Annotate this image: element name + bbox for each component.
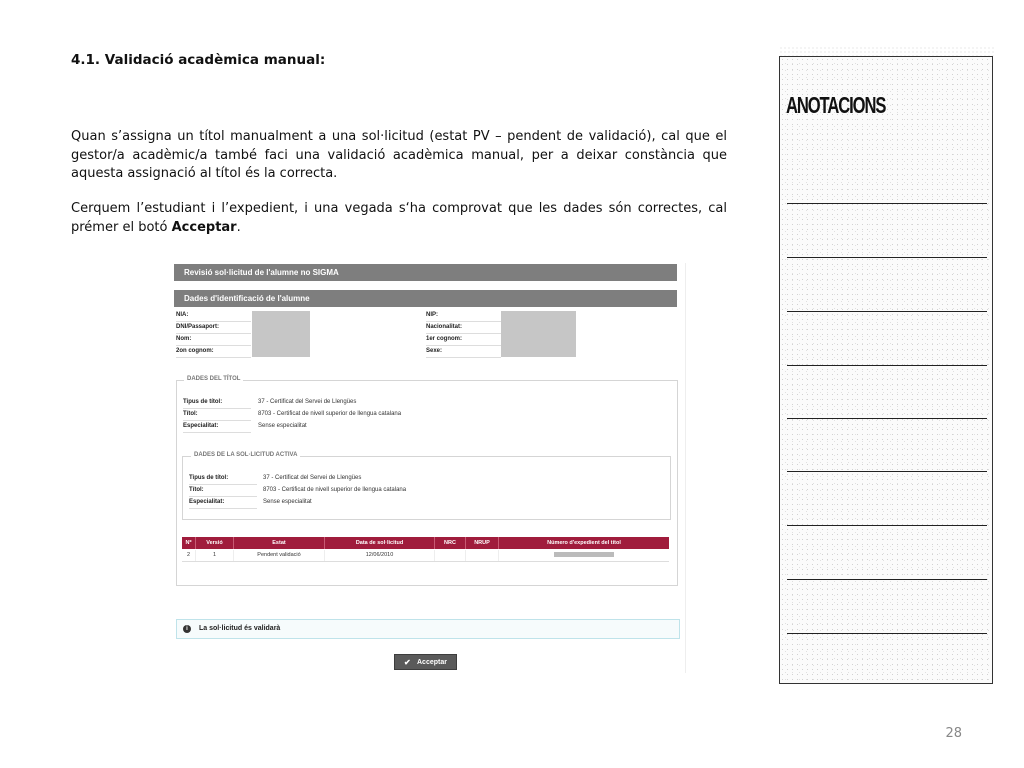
page-number: 28 (945, 726, 962, 741)
activa-titol-label: Títol: (189, 485, 257, 497)
col-version: Versió (196, 537, 234, 549)
activa-specialty-label: Especialitat: (189, 497, 257, 509)
identification-section-bar: Dades d'identificació de l'alumne (174, 290, 677, 307)
redacted-left-box (252, 311, 310, 357)
validation-info-bar (176, 619, 680, 639)
cell-nrc (435, 550, 466, 561)
titol-value: 8703 - Certificat de nivell superior de llengua catalana (258, 411, 402, 417)
specialty-value: Sense especialitat (258, 423, 307, 429)
cell-date: 12/06/2010 (325, 550, 435, 561)
annotation-line (787, 418, 987, 419)
annotations-panel (779, 56, 993, 684)
cell-status: Pendent validació (234, 550, 325, 561)
versions-table-header (182, 537, 669, 549)
nip-label: NIP: (426, 310, 501, 322)
cell-nrup (466, 550, 499, 561)
dni-label: DNI/Passaport: (176, 322, 251, 334)
annotation-line (787, 525, 987, 526)
intro-paragraph: Quan s’assigna un títol manualment a una sol·licitud (estat PV – pendent de validació), cal que el gestor/a acadèmic/a també faci una validació acadèmica manual, per a deixar constància que aquesta assignació al títol és la correcta. (71, 129, 727, 181)
annotation-line (787, 203, 987, 204)
accept-keyword: Acceptar (171, 219, 237, 235)
info-message: La sol·licitud és validarà (199, 625, 281, 632)
annotation-line (787, 633, 987, 634)
activa-type-value: 37 - Certificat del Servei de Llengües (263, 475, 362, 481)
activa-type-label: Tipus de títol: (189, 473, 257, 485)
activa-legend: DADES DE LA SOL·LICITUD ACTIVA (191, 452, 300, 458)
activa-titol-value: 8703 - Certificat de nivell superior de llengua catalana (263, 487, 407, 493)
specialty-label: Especialitat: (183, 421, 251, 433)
nom-label: Nom: (176, 334, 251, 346)
titol-type-label: Tipus de títol: (183, 397, 251, 409)
review-title-bar: Revisió sol·licitud de l'alumne no SIGMA (174, 264, 677, 281)
nationality-label: Nacionalitat: (426, 322, 501, 334)
cell-expedient (499, 550, 669, 561)
table-row[interactable] (182, 550, 669, 562)
annotations-frame-top (779, 46, 995, 56)
redacted-right-box (501, 311, 576, 357)
annotations-title: ANOTACIONS (786, 92, 886, 118)
section-heading: 4.1. Validació acadèmica manual: (71, 52, 326, 68)
sex-label: Sexe: (426, 346, 501, 358)
col-num: Nº (182, 537, 196, 549)
titol-label: Títol: (183, 409, 251, 421)
instruction-text: Cerquem l’estudiant i l’expedient, i una vegada s‘ha comprovat que les dades són correctes, cal prémer el botó (71, 201, 727, 235)
annotation-line (787, 311, 987, 312)
accept-button[interactable] (394, 654, 457, 670)
annotation-line (787, 365, 987, 366)
instruction-end: . (236, 219, 241, 235)
titol-type-value: 37 - Certificat del Servei de Llengües (258, 399, 357, 405)
instruction-paragraph (71, 200, 727, 237)
col-status: Estat (234, 537, 325, 549)
check-icon: ✔ (404, 658, 411, 667)
nia-label: NIA: (176, 310, 251, 322)
col-date: Data de sol·licitud (325, 537, 435, 549)
cell-version: 1 (196, 550, 234, 561)
col-nrup: NRUP (466, 537, 499, 549)
redacted-expedient (554, 552, 614, 557)
accept-button-label: Acceptar (417, 659, 447, 666)
annotation-line (787, 579, 987, 580)
second-surname-label: 2on cognom: (176, 346, 251, 358)
annotation-line (787, 471, 987, 472)
first-surname-label: 1er cognom: (426, 334, 501, 346)
info-icon: i (183, 625, 191, 633)
titol-legend: DADES DEL TÍTOL (184, 376, 243, 382)
col-nrc: NRC (435, 537, 466, 549)
embedded-screenshot (173, 263, 686, 673)
activa-specialty-value: Sense especialitat (263, 499, 312, 505)
annotation-line (787, 257, 987, 258)
cell-num: 2 (182, 550, 196, 561)
col-expedient: Número d'expedient del títol (547, 540, 621, 546)
